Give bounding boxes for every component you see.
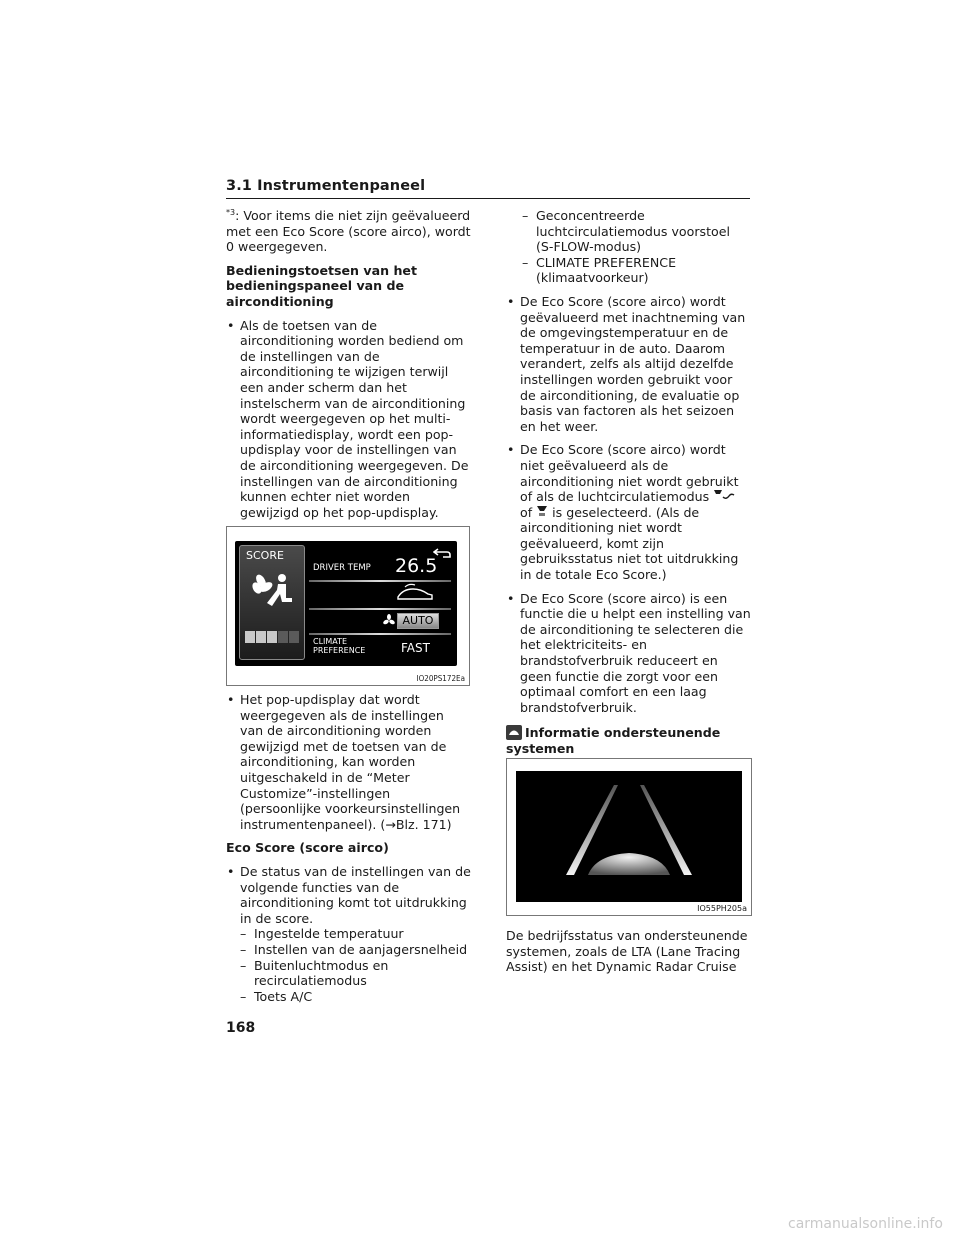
dash-item bbox=[226, 942, 471, 958]
dash-mark: – bbox=[240, 988, 247, 1004]
score-panel bbox=[239, 545, 305, 660]
watermark: carmanualsonline.info bbox=[788, 1216, 943, 1232]
score-bar bbox=[289, 631, 299, 643]
footnote bbox=[226, 208, 471, 255]
score-bar bbox=[267, 631, 277, 643]
left-column bbox=[226, 208, 471, 528]
dash-item bbox=[226, 926, 471, 942]
right-column bbox=[506, 208, 751, 765]
figure-code: IO20PS172Ea bbox=[416, 674, 465, 683]
score-bar bbox=[256, 631, 266, 643]
car-airflow-icon bbox=[395, 583, 435, 605]
climate-pref-line1: CLIMATE bbox=[313, 637, 348, 646]
dash-item bbox=[506, 255, 751, 286]
dash-mark: – bbox=[240, 926, 247, 942]
lane-display-screen bbox=[516, 771, 742, 902]
fan-seat-icon bbox=[252, 572, 296, 616]
driving-support-icon bbox=[506, 725, 522, 740]
climate-preference-label bbox=[313, 637, 365, 655]
auto-mode-indicator: AUTO bbox=[397, 613, 439, 629]
figure-aircon-popup bbox=[226, 526, 470, 686]
dash-mark: – bbox=[522, 254, 529, 270]
dash-item bbox=[506, 208, 751, 255]
dash-text: CLIMATE PREFERENCE (klimaatvoorkeur) bbox=[536, 254, 677, 286]
heading-aircon-buttons: Bedieningstoetsen van het bedieningspaneel van de airconditioning bbox=[226, 262, 417, 309]
bullet-text-of: of bbox=[520, 504, 533, 520]
dash-item bbox=[226, 958, 471, 989]
dash-text: Instellen van de aanjagersnelheid bbox=[254, 941, 468, 957]
vent-icon bbox=[536, 505, 548, 517]
bullet-text-part1: De Eco Score (score airco) wordt niet geëvalueerd als de airconditioning niet wordt gebruikt of als de luchtcirculatiemodus bbox=[520, 442, 739, 505]
divider-line bbox=[309, 633, 451, 635]
dash-mark: – bbox=[522, 208, 529, 223]
heading-eco-score: Eco Score (score airco) bbox=[226, 840, 389, 856]
page-number: 168 bbox=[226, 1020, 256, 1036]
lane-lines-icon bbox=[516, 771, 742, 902]
section-divider bbox=[226, 198, 750, 199]
score-bar bbox=[278, 631, 288, 643]
section-title: 3.1 Instrumentenpaneel bbox=[226, 178, 426, 194]
bullet-eco-score-purpose: • De Eco Score (score airco) is een functie die u helpt een instelling van de airconditioning te selecteren die het elektriciteits- en brandstofverbruik reduceert en geen functie die zorgt voor een optimaal comfort en een laag brandstofverbruik. bbox=[506, 591, 751, 716]
bullet-text-part2: is geselecteerd. (Als de airconditioning niet wordt geëvalueerd, komt zijn gebruiksstatus niet tot uitdrukking in de totale Eco Score.) bbox=[520, 504, 739, 583]
footnote-text: : Voor items die niet zijn geëvalueerd met een Eco Score (score airco), wordt 0 weergegeven. bbox=[226, 208, 471, 255]
climate-preference-value: FAST bbox=[401, 641, 430, 655]
bullet-popup-disable: • Het pop-updisplay dat wordt weergegeven als de instellingen van de airconditioning worden gewijzigd met de toetsen van de airconditioning, kan worden uitgeschakeld in de “Meter Customize”-instellingen (persoonlijke voorkeursinstellingen instrumentenpaneel). (→Blz. 171) bbox=[226, 692, 471, 832]
divider-line bbox=[309, 608, 451, 610]
left-column-lower bbox=[226, 692, 471, 1004]
score-label: SCORE bbox=[246, 549, 284, 562]
driver-temp-label: DRIVER TEMP bbox=[313, 563, 371, 573]
right-column-lower bbox=[506, 928, 751, 983]
bullet-popup-display: • Als de toetsen van de airconditioning worden bediend om de instellingen van de airconditioning te wijzigen terwijl een ander scherm dan het instelscherm van de airconditioning wordt weergegeven op het multi-informatiedisplay, wordt een pop-updisplay voor de instellingen van de airconditioning weergegeven. De instellingen van de airconditioning kunnen echter niet worden gewijzigd op het pop-updisplay. bbox=[226, 318, 471, 521]
bullet-evaluation-factors: • De Eco Score (score airco) wordt geëvalueerd met inachtneming van de omgevingstemperatuur en de temperatuur in de auto. Daarom verandert, zelfs als altijd dezelfde instellingen worden gebruikt voor de airconditioning, de evaluatie op basis van factoren als het seizoen en het weer. bbox=[506, 294, 751, 434]
s-flow-icon bbox=[713, 489, 735, 501]
bullet-score-functions: • De status van de instellingen van de volgende functies van de airconditioning komt tot uitdrukking in de score. bbox=[226, 864, 471, 926]
dash-text: Buitenluchtmodus en recirculatiemodus bbox=[254, 957, 389, 989]
heading-support-systems-text: Informatie ondersteunende systemen bbox=[506, 725, 721, 756]
figure-code: IO55PH205a bbox=[697, 904, 747, 913]
dash-item bbox=[226, 989, 471, 1005]
footnote-mark: *3 bbox=[226, 208, 236, 217]
bullet-not-evaluated bbox=[506, 442, 751, 582]
heading-support-systems bbox=[506, 725, 751, 756]
figure-lane-assist bbox=[506, 758, 752, 916]
climate-pref-line2: PREFERENCE bbox=[313, 646, 366, 655]
dash-mark: – bbox=[240, 941, 247, 957]
paragraph-support-status: De bedrijfsstatus van ondersteunende systemen, zoals de LTA (Lane Tracing Assist) en het Dynamic Radar Cruise bbox=[506, 928, 748, 975]
aircon-popup-screen bbox=[235, 541, 457, 666]
fan-icon bbox=[383, 614, 395, 626]
score-bar bbox=[245, 631, 255, 643]
dash-text: Ingestelde temperatuur bbox=[254, 926, 404, 942]
score-bars bbox=[245, 628, 300, 647]
driver-temp-value: 26.5 bbox=[395, 555, 438, 577]
dash-text: Toets A/C bbox=[254, 988, 313, 1004]
dash-mark: – bbox=[240, 957, 247, 973]
divider-line bbox=[309, 580, 451, 582]
dash-text: Geconcentreerde luchtcirculatiemodus voorstoel (S-FLOW-modus) bbox=[536, 208, 730, 255]
